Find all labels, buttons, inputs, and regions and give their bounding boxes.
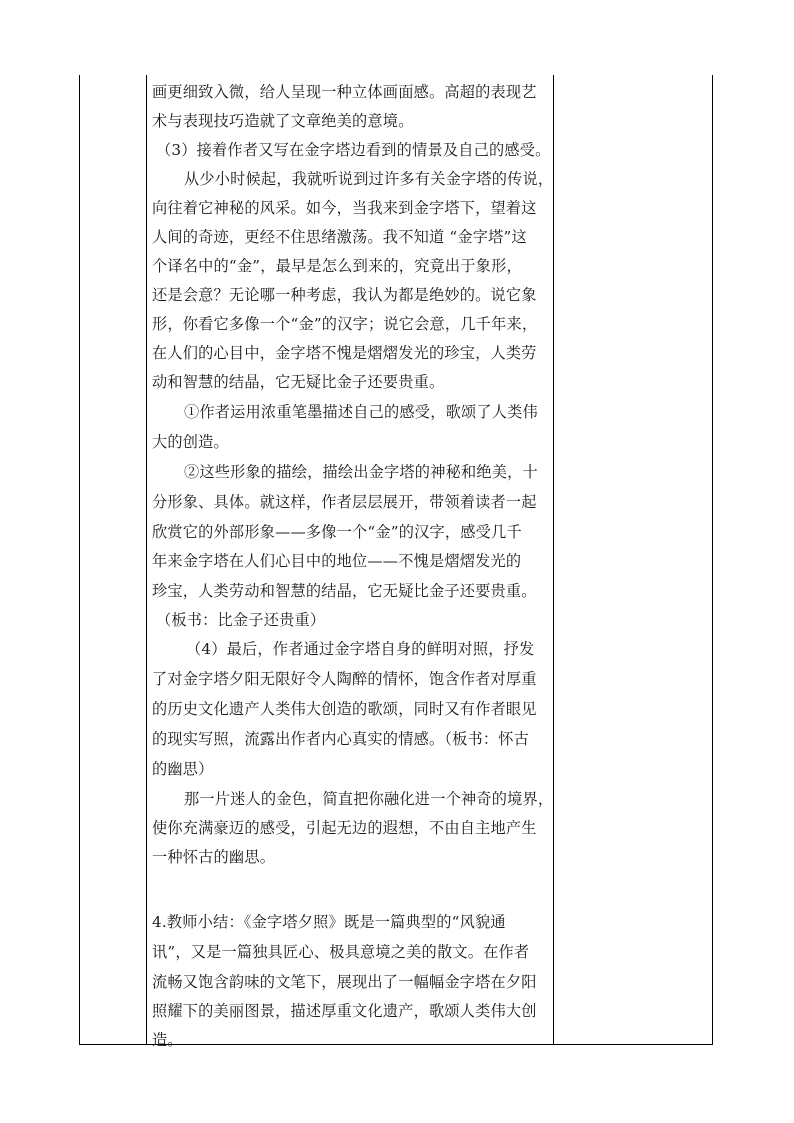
text-line: 还是会意？无论哪一种考虑，我认为都是绝妙的。说它象 (152, 286, 537, 304)
text-line: ②这些形象的描绘，描绘出金字塔的神秘和绝美，十 (184, 463, 538, 481)
text-line: 的幽思） (152, 760, 214, 778)
table-border-right (712, 75, 713, 1045)
text-line: 从少小时候起，我就听说到过许多有关金字塔的传说， (184, 170, 554, 188)
text-line: 造。 (152, 1031, 183, 1049)
text-line: 那一片迷人的金色，简直把你融化进一个神奇的境界， (184, 790, 554, 808)
table-border-col1 (146, 75, 147, 1045)
text-line: 形，你看它多像一个“金”的汉字；说它会意，几千年来， (152, 315, 538, 333)
text-line: 4.教师小结：《金字塔夕照》既是一篇典型的“风貌通 (152, 913, 506, 931)
text-line: 人间的奇迹，更经不住思绪激荡。我不知道 “金字塔”这 (152, 228, 527, 246)
text-line: 欣赏它的外部形象——多像一个“金”的汉字，感受几千 (152, 523, 522, 541)
text-line: 动和智慧的结晶，它无疑比金子还要贵重。 (152, 373, 445, 391)
text-line: 的历史文化遗产人类伟大创造的歌颂，同时又有作者眼见 (152, 700, 537, 718)
table-border-col2 (553, 75, 554, 1045)
text-line: 术与表现技巧造就了文章绝美的意境。 (152, 112, 414, 130)
text-line: 向往着它神秘的风采。如今，当我来到金字塔下，望着这 (152, 199, 537, 217)
text-line: 在人们的心目中，金字塔不愧是熠熠发光的珍宝，人类劳 (152, 344, 537, 362)
table-border-left (79, 75, 80, 1045)
text-line: （3）接着作者又写在金字塔边看到的情景及自己的感受。 (156, 141, 551, 159)
text-line: 使你充满豪迈的感受，引起无边的遐想，不由自主地产生 (152, 819, 537, 837)
text-line: 个译名中的“金”，最早是怎么到来的，究竟出于象形， (152, 257, 522, 275)
text-line: 年来金字塔在人们心目中的地位——不愧是熠熠发光的 (152, 552, 522, 570)
text-line: 了对金字塔夕阳无限好令人陶醉的情怀，饱含作者对厚重 (152, 670, 537, 688)
text-line: （板书：比金子还贵重） (156, 611, 326, 629)
text-line: 照耀下的美丽图景，描述厚重文化遗产，歌颂人类伟大创 (152, 1002, 537, 1020)
text-line: 的现实写照，流露出作者内心真实的情感。（板书：怀古 (152, 730, 530, 748)
text-line: 画更细致入微，给人呈现一种立体画面感。高超的表现艺 (152, 83, 537, 101)
text-line: 讯”，又是一篇独具匠心、极具意境之美的散文。在作者 (152, 943, 530, 961)
text-line: 分形象、具体。就这样，作者层层展开，带领着读者一起 (152, 493, 537, 511)
text-line: 大的创造。 (152, 433, 229, 451)
text-line: 珍宝，人类劳动和智慧的结晶，它无疑比金子还要贵重。 (152, 582, 537, 600)
text-line: 一种怀古的幽思。 (152, 848, 276, 866)
text-line: ①作者运用浓重笔墨描述自己的感受，歌颂了人类伟 (184, 403, 538, 421)
text-line: （4）最后，作者通过金字塔自身的鲜明对照，抒发 (186, 640, 535, 658)
text-line: 流畅又饱含韵味的文笔下，展现出了一幅幅金字塔在夕阳 (152, 973, 537, 991)
